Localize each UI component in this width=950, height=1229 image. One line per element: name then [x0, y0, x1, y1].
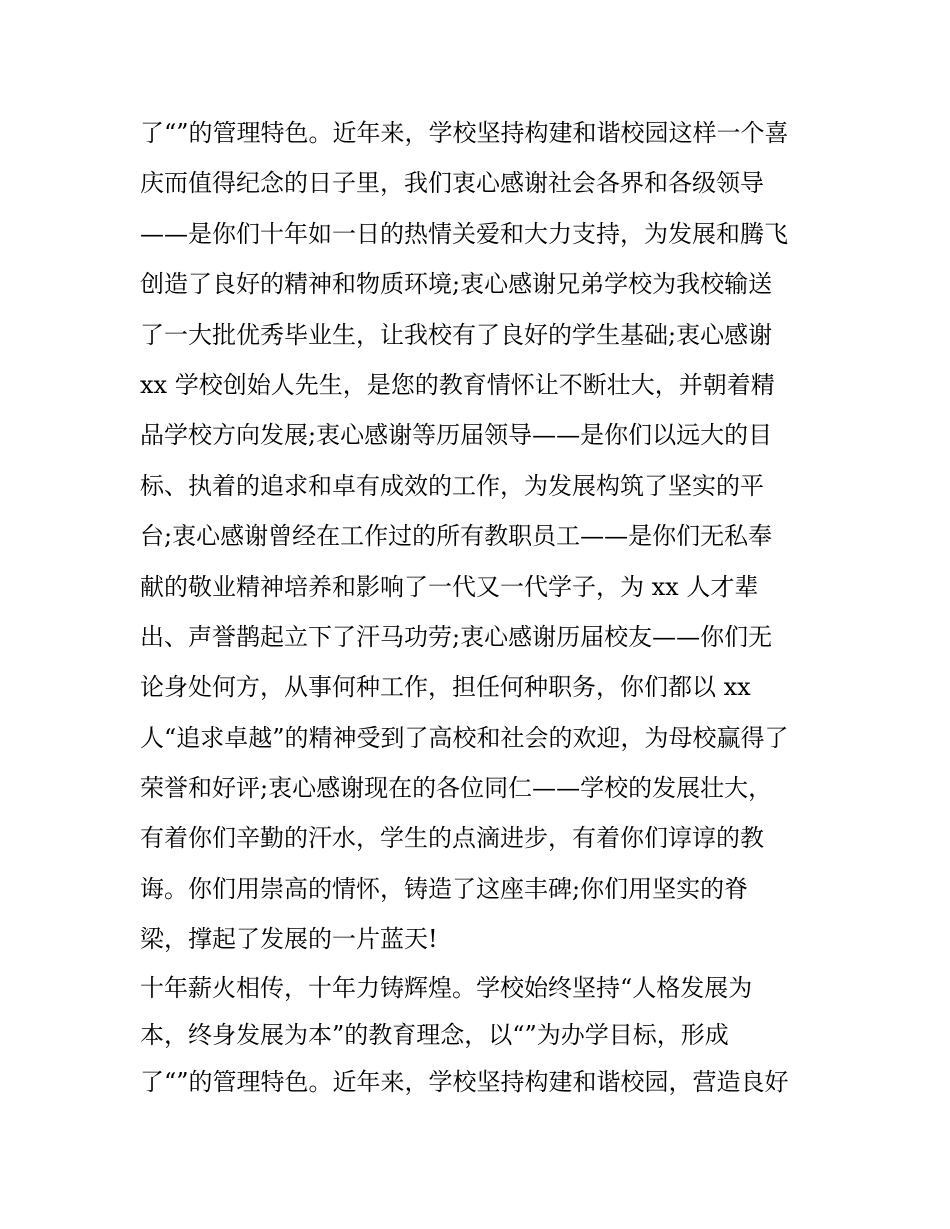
text-line: 荣誉和好评;衷心感谢现在的各位同仁——学校的发展壮大，: [140, 774, 773, 803]
text-line: 创造了良好的精神和物质环境;衷心感谢兄弟学校为我校输送: [140, 270, 773, 299]
text-line: 了一大批优秀毕业生，让我校有了良好的学生基础;衷心感谢: [140, 320, 773, 349]
text-line: 梁，撑起了发展的一片蓝天!: [140, 925, 438, 954]
text-line: 十年薪火相传，十年力铸辉煌。学校始终坚持“人格发展为: [140, 973, 753, 1002]
text-line: 献的敬业精神培养和影响了一代又一代学子，为 xx 人才辈: [140, 572, 759, 601]
text-line: 出、声誉鹊起立下了汗马功劳;衷心感谢历届校友——你们无: [140, 622, 773, 651]
text-line: 庆而值得纪念的日子里，我们衷心感谢社会各界和各级领导: [140, 169, 764, 198]
text-line: 标、执着的追求和卓有成效的工作，为发展构筑了坚实的平: [140, 471, 764, 500]
text-line: 人“追求卓越”的精神受到了高校和社会的欢迎，为母校赢得了: [140, 723, 789, 752]
text-line: 了“”的管理特色。近年来，学校坚持构建和谐校园，营造良好: [140, 1067, 789, 1096]
text-line: 论身处何方，从事何种工作，担任何种职务，你们都以 xx: [140, 673, 751, 702]
text-line: 诲。你们用崇高的情怀，铸造了这座丰碑;你们用坚实的脊: [140, 874, 749, 903]
text-line: 本，终身发展为本”的教育理念，以“”为办学目标，形成: [140, 1020, 729, 1049]
text-line: 品学校方向发展;衷心感谢等历届领导——是你们以远大的目: [140, 421, 773, 450]
text-line: 有着你们辛勤的汗水，学生的点滴进步，有着你们谆谆的教: [140, 824, 764, 853]
text-line: xx 学校创始人先生，是您的教育情怀让不断壮大，并朝着精: [140, 370, 775, 399]
body-text: [140, 108, 840, 1106]
text-line: 台;衷心感谢曾经在工作过的所有教职员工——是你们无私奉: [140, 522, 773, 551]
text-line: ——是你们十年如一日的热情关爱和大力支持，为发展和腾飞: [140, 219, 788, 248]
text-line: 了“”的管理特色。近年来，学校坚持构建和谐校园这样一个喜: [140, 119, 789, 147]
